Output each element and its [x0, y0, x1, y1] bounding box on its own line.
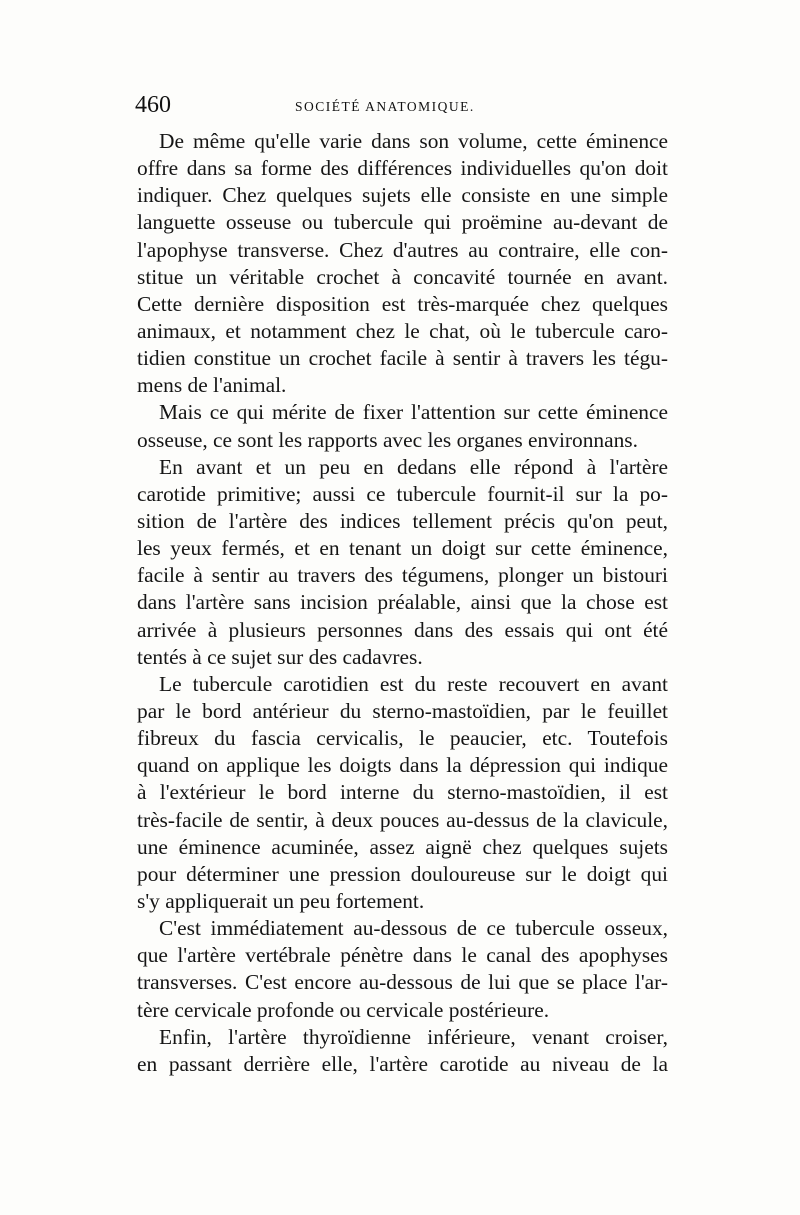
text-line: Cette dernière disposition est très-marquée chez quelques — [137, 291, 668, 316]
text-line: en passant derrière elle, l'artère carotide au niveau de la — [137, 1051, 668, 1076]
text-line: à l'extérieur le bord interne du sterno-mastoïdien, il est — [137, 780, 668, 805]
text-line: Mais ce qui mérite de fixer l'attention sur cette éminence — [159, 400, 668, 425]
page-number: 460 — [135, 92, 171, 118]
text-line: les yeux fermés, et en tenant un doigt sur cette éminence, — [137, 536, 668, 561]
text-line: tentés à ce sujet sur des cadavres. — [137, 644, 423, 669]
running-head: SOCIÉTÉ ANATOMIQUE. — [295, 99, 475, 114]
body-text — [137, 128, 668, 1078]
text-line: De même qu'elle varie dans son volume, cette éminence — [159, 129, 668, 153]
text-line: facile à sentir au travers des tégumens, plonger un bistouri — [137, 563, 668, 588]
text-line: carotide primitive; aussi ce tubercule fournit-il sur la po- — [137, 481, 668, 506]
text-line: que l'artère vertébrale pénètre dans le canal des apophyses — [137, 943, 668, 968]
text-line: offre dans sa forme des différences individuelles qu'on doit — [137, 156, 668, 181]
text-line: tidien constitue un crochet facile à sentir à travers les tégu- — [137, 346, 668, 371]
text-line: fibreux du fascia cervicalis, le peaucier, etc. Toutefois — [137, 726, 668, 751]
text-line: une éminence acuminée, assez aignë chez quelques sujets — [137, 834, 668, 859]
text-line: tère cervicale profonde ou cervicale postérieure. — [137, 997, 550, 1022]
text-line: Enfin, l'artère thyroïdienne inférieure, venant croiser, — [159, 1024, 668, 1049]
text-line: sition de l'artère des indices tellement précis qu'on peut, — [137, 508, 668, 533]
text-line: par le bord antérieur du sterno-mastoïdien, par le feuillet — [137, 698, 668, 723]
text-line: arrivée à plusieurs personnes dans des essais qui ont été — [137, 617, 668, 642]
text-line: mens de l'animal. — [137, 373, 287, 398]
text-line: animaux, et notamment chez le chat, où le tubercule caro- — [137, 318, 668, 343]
text-line: l'apophyse transverse. Chez d'autres au contraire, elle con- — [137, 237, 668, 262]
text-line: indiquer. Chez quelques sujets elle consiste en une simple — [137, 183, 668, 208]
text-line: très-facile de sentir, à deux pouces au-dessus de la clavicule, — [137, 807, 668, 832]
text-line: osseuse, ce sont les rapports avec les organes environnans. — [137, 427, 638, 452]
text-line: stitue un véritable crochet à concavité tournée en avant. — [137, 264, 668, 289]
text-line: quand on applique les doigts dans la dépression qui indique — [137, 753, 668, 778]
text-line: transverses. C'est encore au-dessous de lui que se place l'ar- — [137, 970, 668, 995]
text-line: En avant et un peu en dedans elle répond à l'artère — [159, 454, 668, 479]
text-line: languette osseuse ou tubercule qui proëmine au-devant de — [137, 210, 668, 235]
page-header — [135, 92, 665, 124]
text-line: s'y appliquerait un peu fortement. — [137, 888, 425, 913]
text-line: C'est immédiatement au-dessous de ce tubercule osseux, — [159, 916, 668, 941]
text-line: dans l'artère sans incision préalable, ainsi que la chose est — [137, 590, 668, 615]
text-line: Le tubercule carotidien est du reste recouvert en avant — [159, 671, 668, 696]
text-line: pour déterminer une pression douloureuse sur le doigt qui — [137, 861, 668, 886]
